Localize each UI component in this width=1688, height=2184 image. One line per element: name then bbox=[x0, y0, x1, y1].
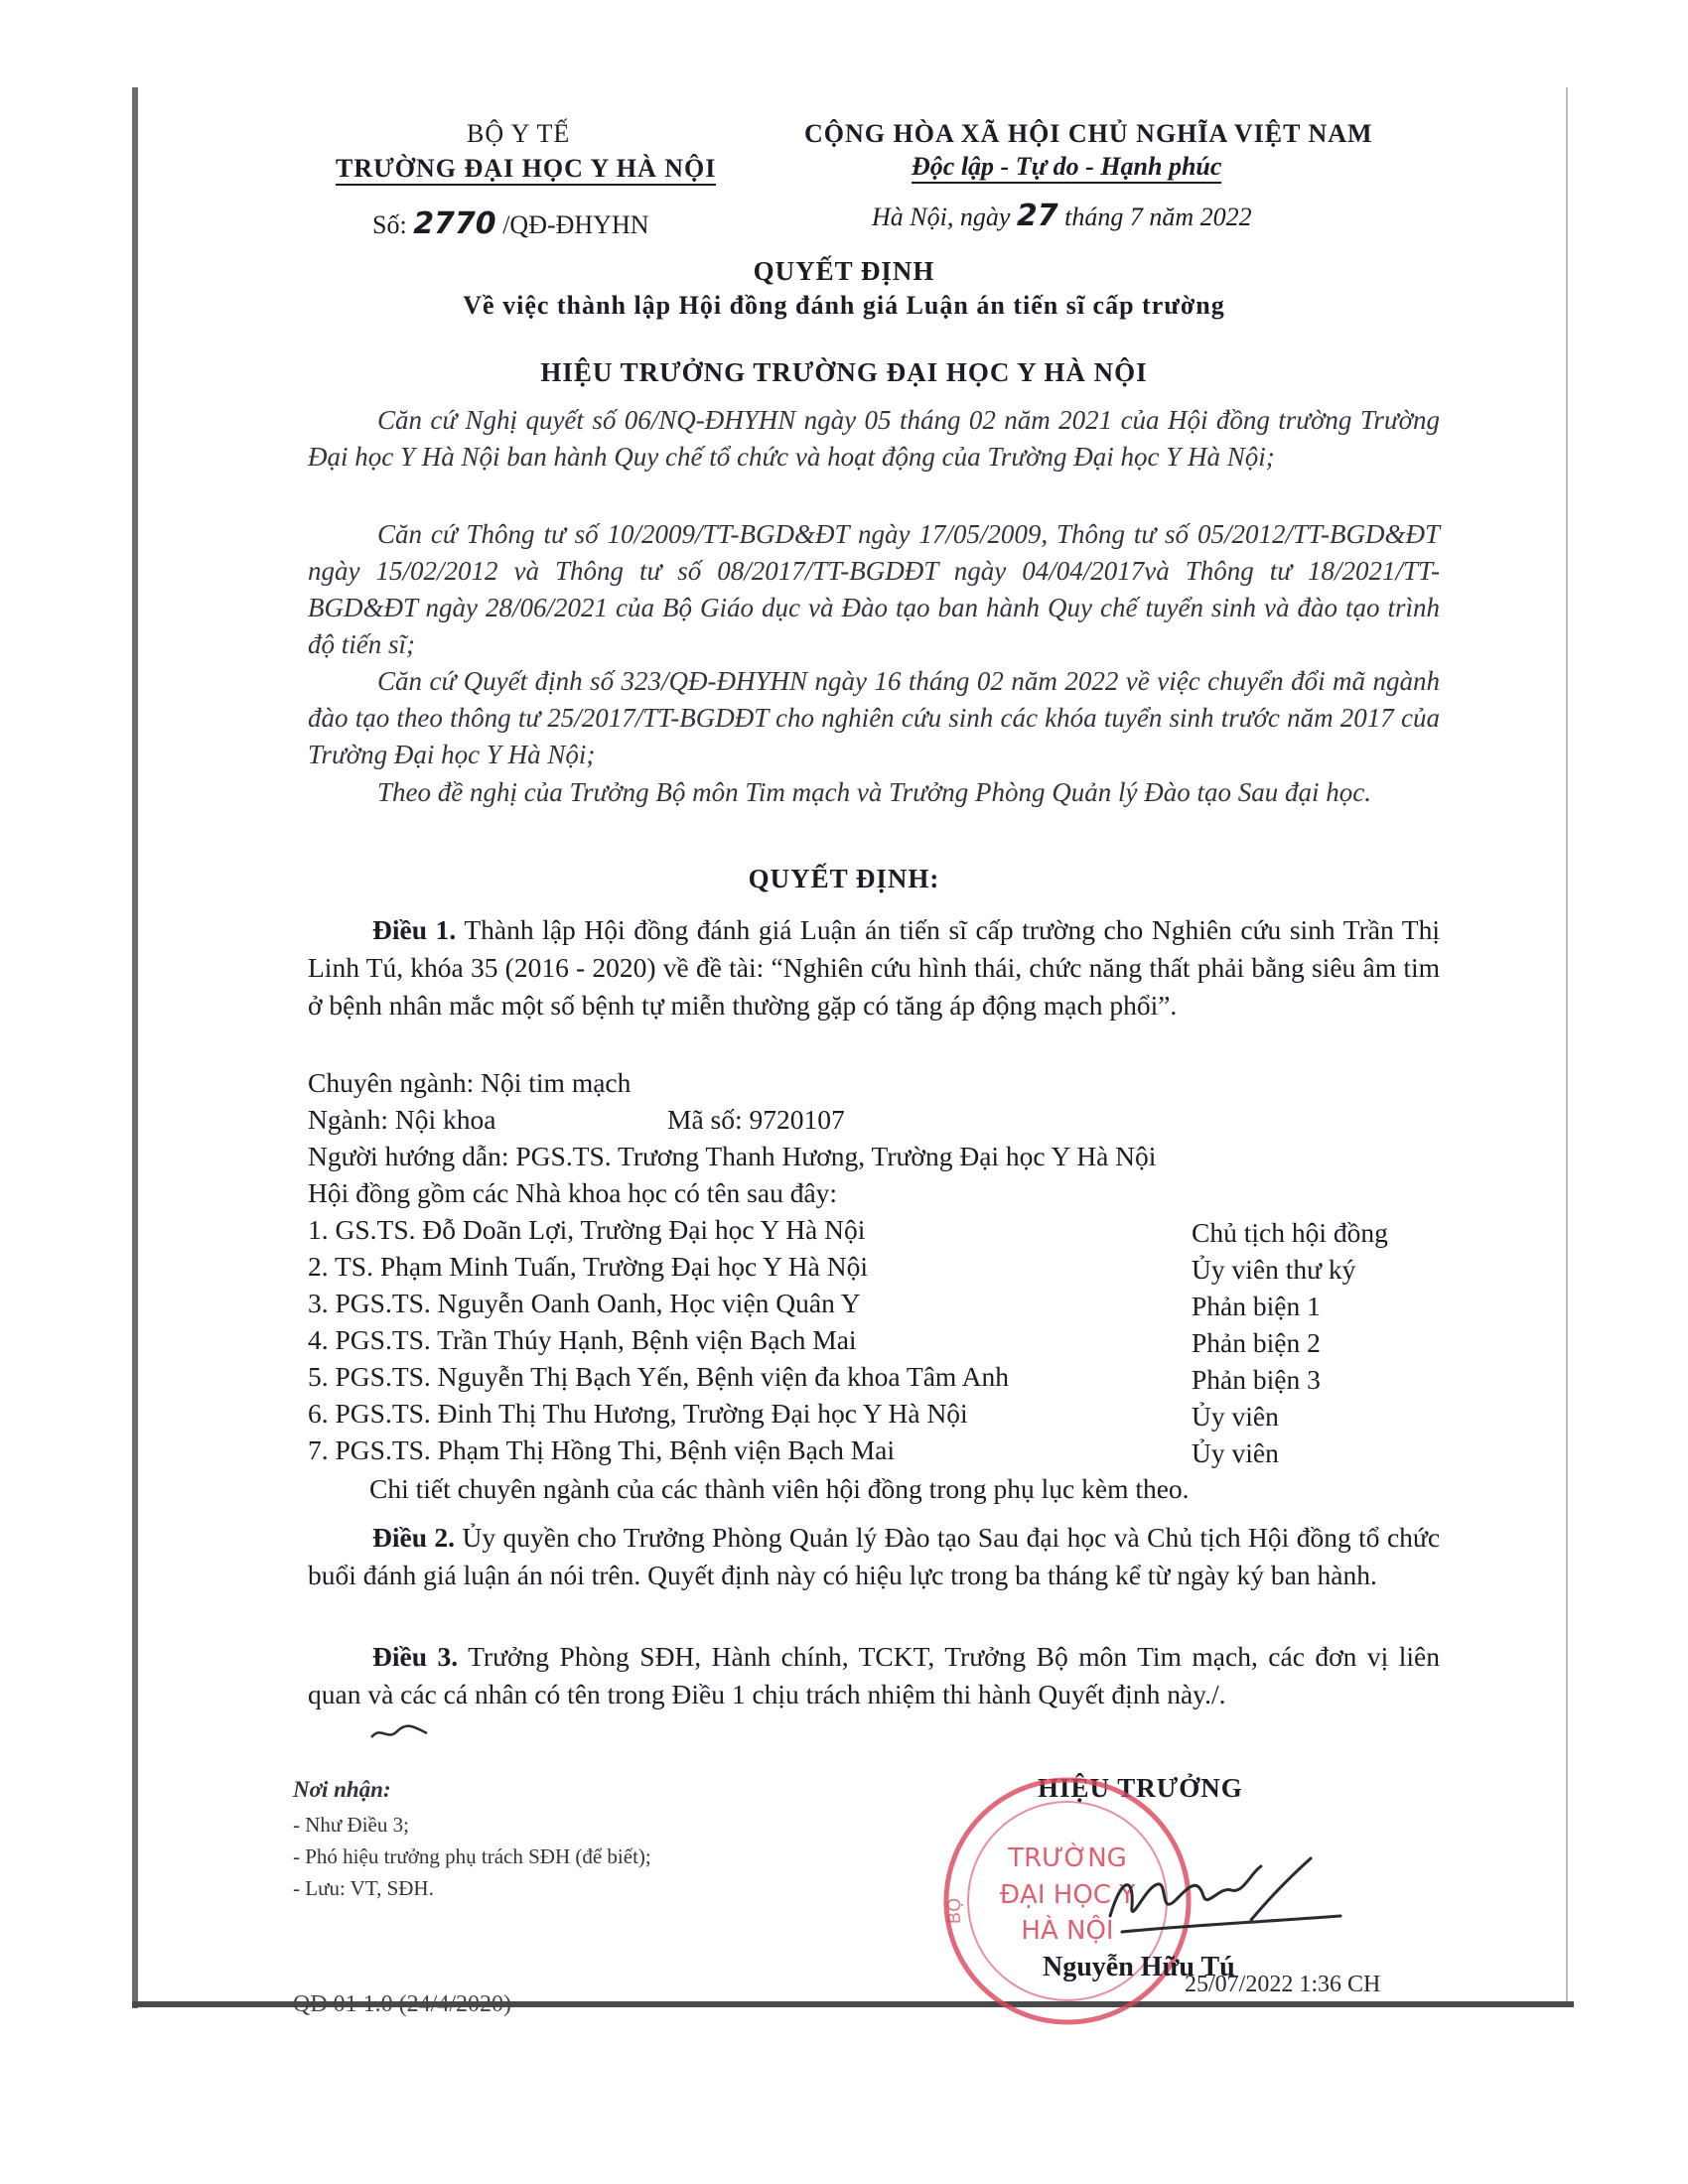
number-suffix: /QĐ-ĐHYHN bbox=[502, 210, 649, 239]
article-2-label: Điều 2. bbox=[372, 1522, 456, 1553]
specialty: Chuyên ngành: Nội tim mạch bbox=[308, 1067, 632, 1098]
issue-date bbox=[872, 199, 1252, 233]
legal-basis-4: Theo đề nghị của Trưởng Bộ môn Tim mạch và Trưởng Phòng Quản lý Đào tạo Sau đại học. bbox=[377, 777, 1372, 807]
document-subject: Về việc thành lập Hội đồng đánh giá Luận án tiến sĩ cấp trường bbox=[463, 291, 1225, 320]
seal-edge-text: BỘ bbox=[944, 1897, 965, 1925]
member-role: Phản biện 3 bbox=[1192, 1364, 1321, 1395]
republic-name: CỘNG HÒA XÃ HỘI CHỦ NGHĨA VIỆT NAM bbox=[804, 119, 1373, 148]
decision-heading: QUYẾT ĐỊNH: bbox=[748, 864, 940, 893]
article-3 bbox=[308, 1638, 1440, 1713]
article-1-text: Thành lập Hội đồng đánh giá Luận án tiến sĩ cấp trường cho Nghiên cứu sinh Trần Thị Linh Tú, khóa 35 (2016 - 2020) về đề tài: “Nghiên cứu hình thái, chức năng thất phải bằng siêu âm tim ở bệnh nhân mắc một số bệnh tự miễn thường gặp có tăng áp động mạch phổi”. bbox=[308, 914, 1440, 1021]
seal-line-3: HÀ NỘI bbox=[1021, 1916, 1114, 1946]
issuing-authority: HIỆU TRƯỞNG TRƯỜNG ĐẠI HỌC Y HÀ NỘI bbox=[540, 357, 1148, 387]
form-code: QĐ 01 1.0 (24/4/2020) bbox=[293, 1991, 511, 2017]
member-name: 4. PGS.TS. Trần Thúy Hạnh, Bệnh viện Bạch Mai bbox=[308, 1324, 857, 1355]
field-code: Mã số: 9720107 bbox=[667, 1104, 845, 1135]
council-intro: Hội đồng gồm các Nhà khoa học có tên sau đây: bbox=[308, 1177, 838, 1208]
member-name: 3. PGS.TS. Nguyễn Oanh Oanh, Học viện Quân Y bbox=[308, 1288, 861, 1318]
seal-line-1: TRƯỜNG bbox=[1008, 1843, 1127, 1873]
school-name bbox=[336, 154, 716, 184]
article-3-label: Điều 3. bbox=[372, 1641, 459, 1672]
handwritten-signature bbox=[1102, 1846, 1350, 1956]
member-name: 6. PGS.TS. Đinh Thị Thu Hương, Trường Đại học Y Hà Nội bbox=[308, 1398, 968, 1429]
article-3-text: Trưởng Phòng SĐH, Hành chính, TCKT, Trưởng Bộ môn Tim mạch, các đơn vị liên quan và các cá nhân có tên trong Điều 1 chịu trách nhiệm thi hành Quyết định này./. bbox=[308, 1641, 1441, 1709]
number-prefix: Số: bbox=[372, 210, 407, 239]
recipients-heading: Nơi nhận: bbox=[293, 1777, 391, 1802]
article-2 bbox=[308, 1519, 1440, 1594]
member-name: 2. TS. Phạm Minh Tuấn, Trường Đại học Y Hà Nội bbox=[308, 1251, 868, 1282]
school-name-text: TRƯỜNG ĐẠI HỌC Y HÀ NỘI bbox=[336, 154, 716, 186]
recipient-item: - Phó hiệu trưởng phụ trách SĐH (để biết); bbox=[293, 1844, 651, 1868]
handwritten-number: 2770 bbox=[413, 206, 496, 241]
legal-basis-2: Căn cứ Thông tư số 10/2009/TT-BGD&ĐT ngày 17/05/2009, Thông tư số 05/2012/TT-BGD&ĐT ngày 15/02/2012 và Thông tư số 08/2017/TT-BGDĐT ngày 04/04/2017và Thông tư 18/2021/TT-BGD&ĐT ngày 28/06/2021 của Bộ Giáo dục và Đào tạo ban hành Quy chế tuyển sinh và đào tạo trình độ tiến sĩ; bbox=[308, 519, 1440, 659]
signer-title: HIỆU TRƯỞNG bbox=[1038, 1773, 1243, 1803]
motto bbox=[912, 152, 1221, 182]
appendix-note: Chi tiết chuyên ngành của các thành viên hội đồng trong phụ lục kèm theo. bbox=[369, 1473, 1190, 1504]
field: Ngành: Nội khoa bbox=[308, 1104, 496, 1135]
member-name: 1. GS.TS. Đỗ Doãn Lợi, Trường Đại học Y Hà Nội bbox=[308, 1214, 866, 1245]
signer-name: Nguyễn Hữu Tú bbox=[1043, 1952, 1235, 1982]
article-1-label: Điều 1. bbox=[372, 914, 457, 945]
member-name: 7. PGS.TS. Phạm Thị Hồng Thi, Bệnh viện Bạch Mai bbox=[308, 1434, 895, 1465]
handwritten-day: 27 bbox=[1016, 199, 1058, 233]
legal-basis-1: Căn cứ Nghị quyết số 06/NQ-ĐHYHN ngày 05 tháng 02 năm 2021 của Hội đồng trường Trường Đại học Y Hà Nội ban hành Quy chế tổ chức và hoạt động của Trường Đại học Y Hà Nội; bbox=[308, 405, 1440, 472]
handwritten-initial-mark bbox=[369, 1719, 429, 1743]
date-prefix: Hà Nội, ngày bbox=[872, 203, 1011, 231]
print-timestamp: 25/07/2022 1:36 CH bbox=[1185, 1972, 1381, 1997]
recipient-item: - Lưu: VT, SĐH. bbox=[293, 1876, 434, 1900]
member-name: 5. PGS.TS. Nguyễn Thị Bạch Yến, Bệnh viện đa khoa Tâm Anh bbox=[308, 1361, 1010, 1392]
legal-basis-3: Căn cứ Quyết định số 323/QĐ-ĐHYHN ngày 16 tháng 02 năm 2022 về việc chuyển đổi mã ngành đào tạo theo thông tư 25/2017/TT-BGDĐT cho nghiên cứu sinh các khóa tuyển sinh trước năm 2017 của Trường Đại học Y Hà Nội; bbox=[308, 666, 1440, 769]
motto-text: Độc lập - Tự do - Hạnh phúc bbox=[912, 152, 1221, 184]
member-role: Ủy viên bbox=[1192, 1401, 1279, 1432]
decision-number bbox=[372, 206, 649, 241]
seal-line-2: ĐẠI HỌC Y bbox=[999, 1880, 1136, 1910]
member-role: Ủy viên thư ký bbox=[1192, 1254, 1356, 1285]
document-title: QUYẾT ĐỊNH bbox=[753, 256, 935, 286]
article-2-text: Ủy quyền cho Trưởng Phòng Quản lý Đào tạo Sau đại học và Chủ tịch Hội đồng tổ chức buổi đánh giá luận án nói trên. Quyết định này có hiệu lực trong ba tháng kể từ ngày ký ban hành. bbox=[308, 1522, 1441, 1590]
member-role: Chủ tịch hội đồng bbox=[1192, 1217, 1388, 1248]
ministry-name: BỘ Y TẾ bbox=[467, 119, 571, 148]
article-1 bbox=[308, 911, 1440, 1024]
member-role: Phản biện 2 bbox=[1192, 1327, 1321, 1358]
member-role: Phản biện 1 bbox=[1192, 1291, 1321, 1321]
recipient-item: - Như Điều 3; bbox=[293, 1813, 409, 1837]
advisor: Người hướng dẫn: PGS.TS. Trương Thanh Hương, Trường Đại học Y Hà Nội bbox=[308, 1141, 1157, 1171]
member-role: Ủy viên bbox=[1192, 1437, 1279, 1468]
date-suffix: tháng 7 năm 2022 bbox=[1064, 203, 1252, 231]
